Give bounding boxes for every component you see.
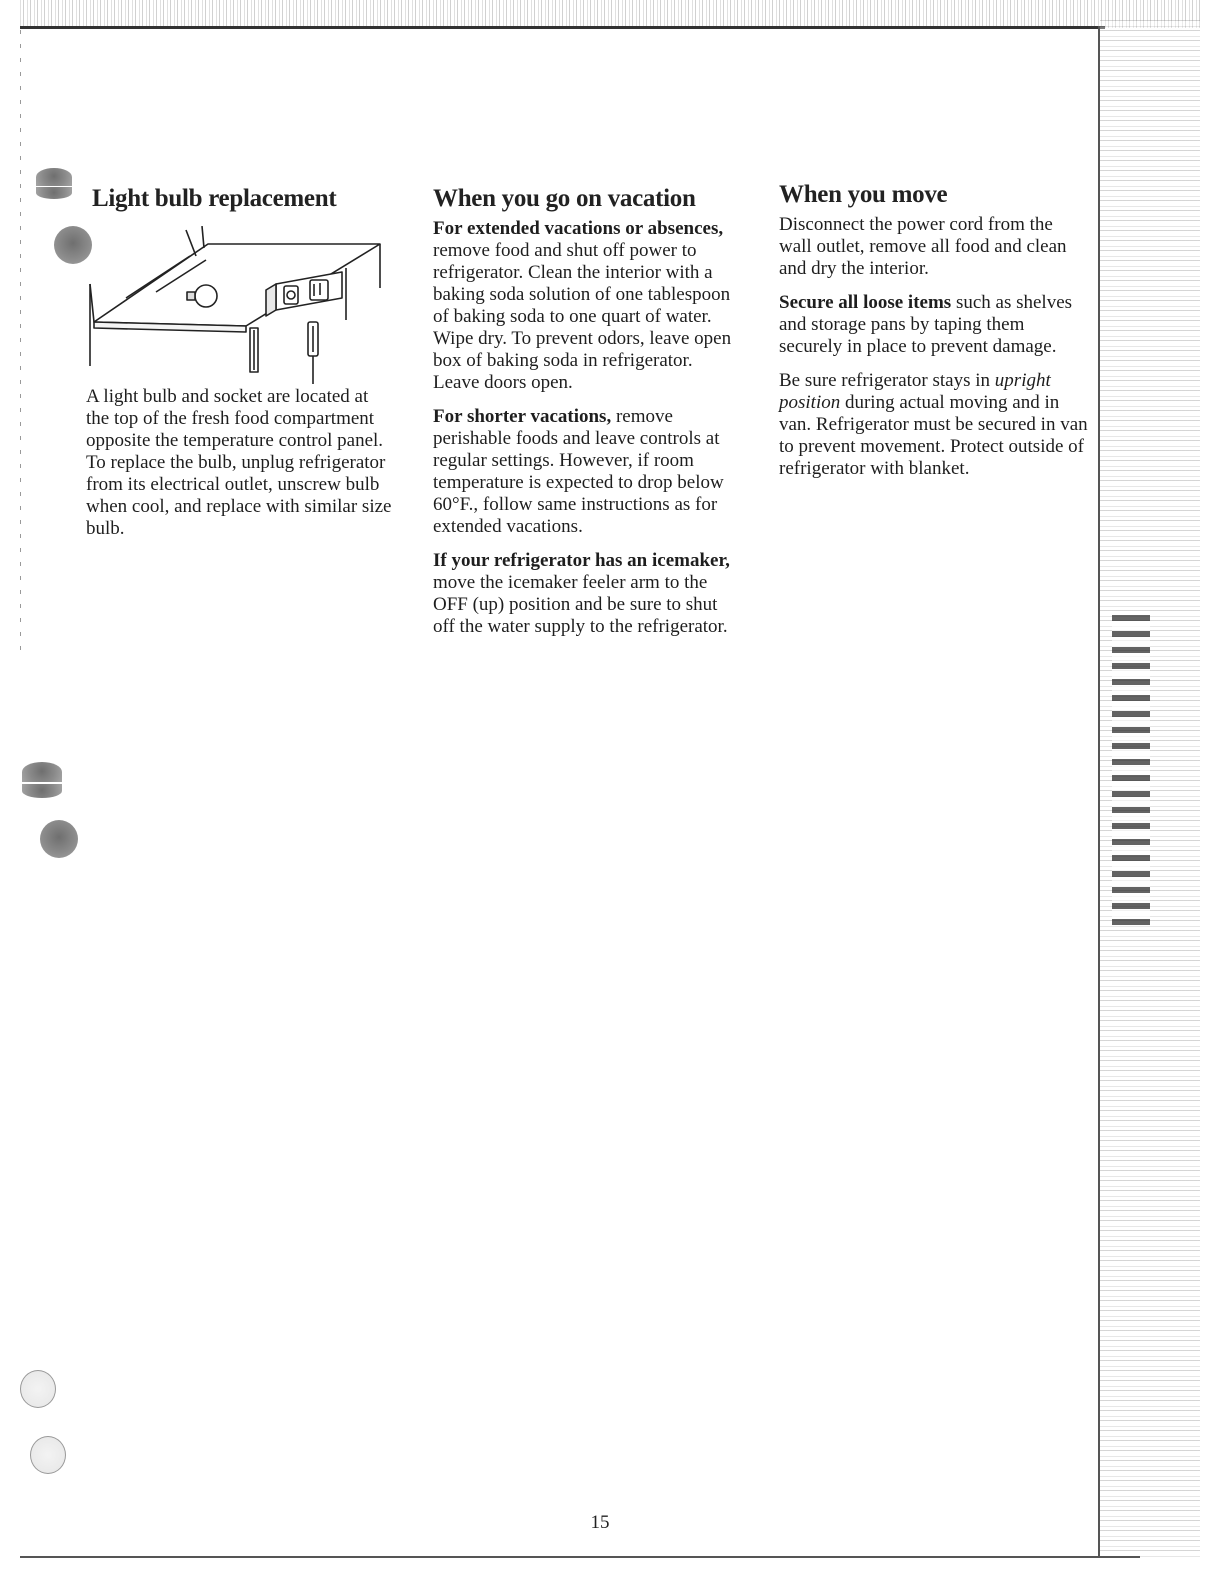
binder-hole-icon [40, 820, 78, 858]
shorter-vacation-paragraph [433, 406, 743, 538]
scan-edge-left [20, 30, 21, 650]
secure-items-paragraph [779, 292, 1089, 358]
move-section [779, 176, 1089, 492]
vacation-heading: When you go on vacation [433, 185, 696, 212]
icemaker-paragraph [433, 550, 743, 638]
upright-emphasis: upright position [779, 370, 1051, 413]
scan-noise-right-dark [1112, 615, 1150, 925]
binder-hole-icon [20, 1370, 56, 1408]
light-bulb-section [86, 180, 396, 539]
page-number: 15 [590, 1512, 610, 1533]
upright-pre: Be sure refrigerator stays in [779, 370, 995, 391]
icemaker-lead: If your refrigerator has an icemaker, [433, 550, 730, 571]
extended-vacation-paragraph [433, 218, 743, 394]
shorter-vacation-lead: For shorter vacations, [433, 406, 612, 427]
disconnect-paragraph: Disconnect the power cord from the wall outlet, remove all food and clean and dry the interior. [779, 214, 1067, 279]
upright-post: during actual moving and in van. Refrigerator must be secured in van to prevent movement. Protect outside of refrigerator with blanket. [779, 392, 1088, 479]
binder-hole-icon [30, 1436, 66, 1474]
secure-items-text: such as shelves and storage pans by taping them securely in place to prevent damage. [779, 292, 1073, 357]
shorter-vacation-text: remove perishable foods and leave controls at regular settings. However, if room temperature is expected to drop below 60°F., follow same instructions as for extended vacations. [433, 406, 724, 537]
scan-edge-right [1098, 26, 1100, 1556]
scan-edge-top [20, 26, 1105, 29]
light-bulb-heading: Light bulb replacement [92, 185, 337, 212]
extended-vacation-text: remove food and shut off power to refrigerator. Clean the interior with a baking soda solution of one tablespoon of baking soda to one quart of water. Wipe dry. To prevent odors, leave open box of baking soda in refrigerator. Leave doors open. [433, 240, 732, 393]
extended-vacation-lead: For extended vacations or absences, [433, 218, 724, 239]
binder-hole-icon [22, 784, 62, 798]
light-bulb-illustration [86, 226, 386, 386]
binder-hole-icon [36, 187, 72, 199]
binder-hole-icon [36, 168, 72, 186]
vacation-section [433, 180, 743, 650]
scan-edge-bottom [20, 1556, 1140, 1558]
move-heading: When you move [779, 181, 948, 208]
secure-items-lead: Secure all loose items [779, 292, 952, 313]
light-bulb-caption: A light bulb and socket are located at the top of the fresh food compartment opposite the temperature control panel. To replace the bulb, unplug refrigerator from its electrical outlet, unscrew bulb when cool, and replace with similar size bulb. [86, 386, 392, 539]
icemaker-text: move the icemaker feeler arm to the OFF (up) position and be sure to shut off the water supply to the refrigerator. [433, 572, 728, 637]
scan-noise-top [20, 0, 1200, 28]
binder-hole-icon [22, 762, 62, 782]
upright-paragraph [779, 370, 1089, 480]
